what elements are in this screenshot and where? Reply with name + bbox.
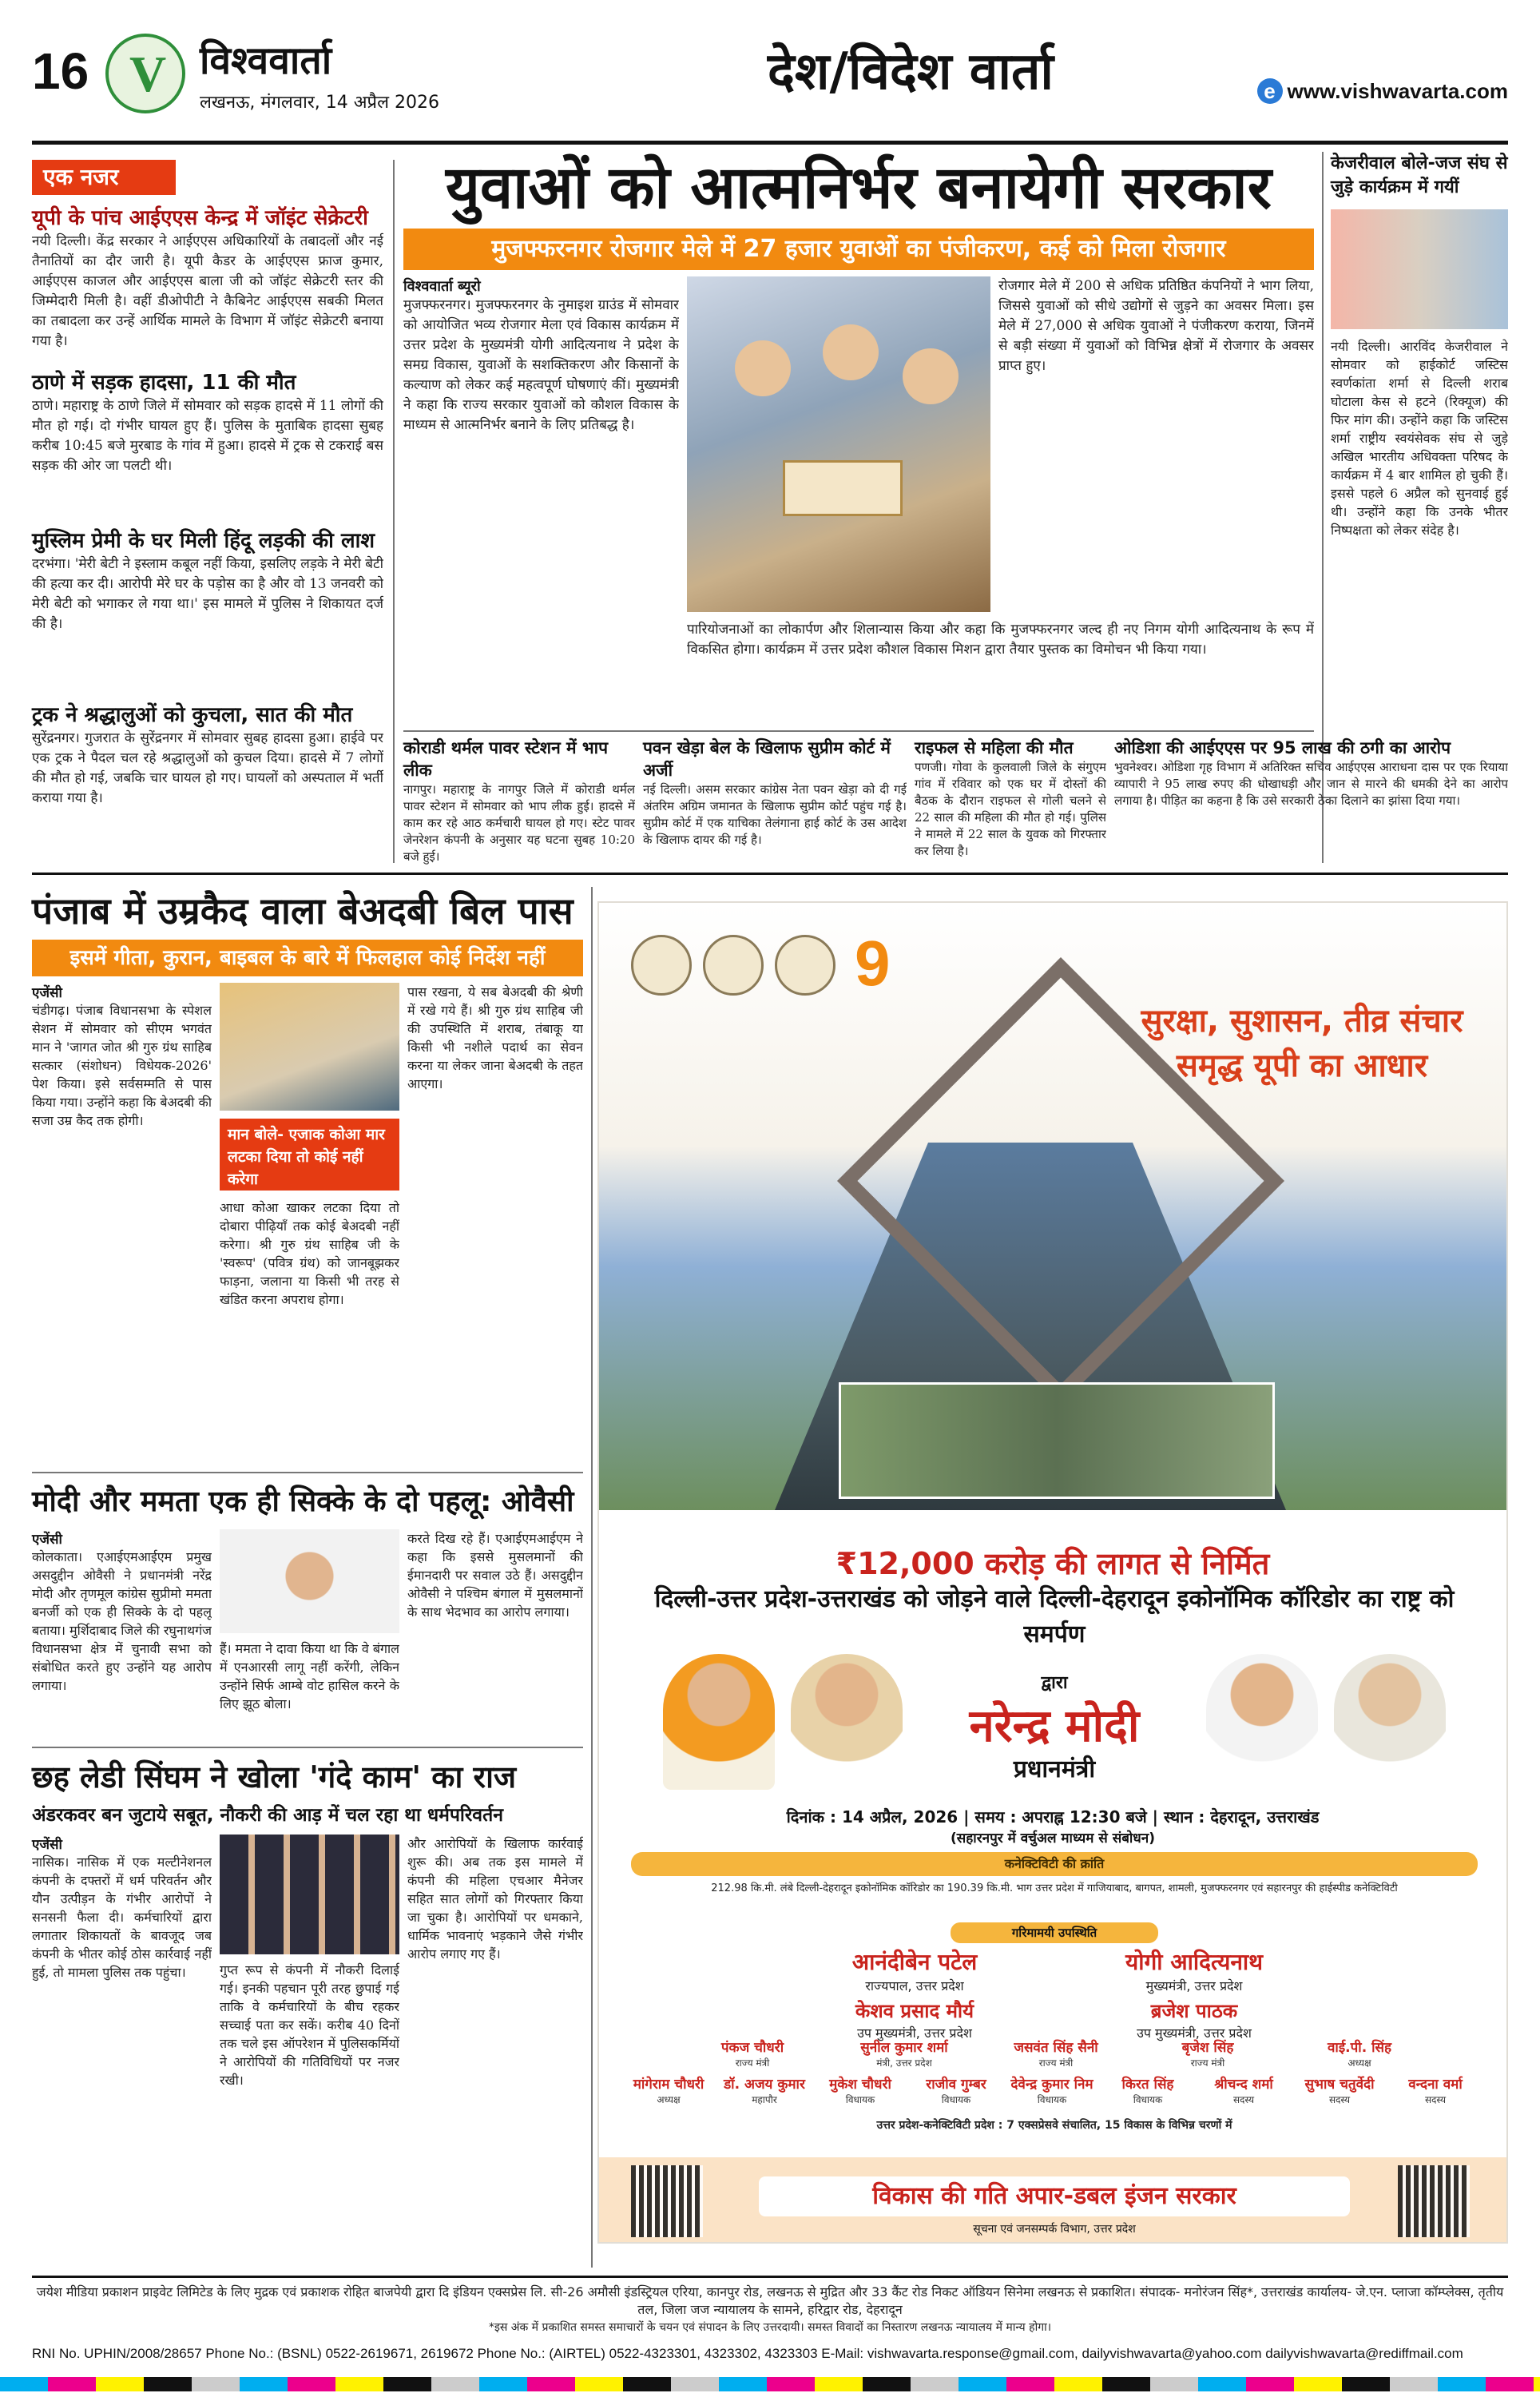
leader-portrait xyxy=(1206,1654,1318,1790)
dignitary-name: राजीव गुम्बर xyxy=(926,2077,986,2093)
event-details: दिनांक : 14 अप्रैल, 2026 | समय : अपराह्न 12:30 बजे | स्थान : देहरादून, उत्तराखंड xyxy=(786,1807,1320,1827)
virtual-note: (सहारनपुर में वर्चुअल माध्यम से संबोधन) xyxy=(951,1831,1155,1846)
dignitary xyxy=(1198,2074,1289,2106)
brief-body: नई दिल्ली। असम सरकार कांग्रेस नेता पवन खेड़ा को दी गई अंतरिम अग्रिम जमानत के खिलाफ सुप्रीम कोर्ट पहुंच गई है। सुप्रीम कोर्ट में एक याचिका तेलंगाना हाई कोर्ट के उस आदेश के खिलाफ दायर की गई है। xyxy=(643,782,907,847)
section-rule xyxy=(32,873,1508,875)
dignitary xyxy=(982,2037,1129,2069)
owaisi-col-1 xyxy=(32,1529,212,1737)
project-title: दिल्ली-उत्तर प्रदेश-उत्तराखंड को जोड़ने वाले दिल्ली-देहरादून इकोनॉमिक कॉरिडोर का राष्ट्र को समर्पण xyxy=(654,1585,1455,1648)
dignitary-role: महापौर xyxy=(752,2094,777,2105)
punjab-col-3 xyxy=(220,1199,399,1462)
article-text: पास रखना, ये सब बेअदबी की श्रेणी में रखे गये हैं। श्री गुरु ग्रंथ साहिब जी की उपस्थिति में शराब, तंबाकू या किसी भी नशीले पदार्थ का सेवन करना या लेकर जाना बेअदबी के तहत आएगा। xyxy=(407,984,583,1091)
article-text: मुजफ्फरनगर। मुजफ्फरनगर के नुमाइश ग्राउंड में सोमवार को आयोजित भव्य रोजगार मेला एवं विकास कार्यक्रम में उत्तर प्रदेश के मुख्यमंत्री योगी आदित्यनाथ ने प्रदेश के समग्र विकास, युवाओं के सशक्तिकरण और किसानों के कल्याण को लेकर कई महत्वपूर्ण घोषणाएं कीं। मुख्यमंत्री ने कहा कि राज्य सरकार युवाओं को कौशल विकास के माध्यम से आत्मनिर्भर बनाने के लिए प्रतिबद्ध है। xyxy=(403,297,679,433)
anniversary-mark: 9 xyxy=(855,928,891,999)
dignitary-name: श्रीचन्द शर्मा xyxy=(1214,2077,1273,2093)
dignitary-name: सुभाष चतुर्वेदी xyxy=(1304,2077,1375,2093)
ad-banner xyxy=(599,903,1506,1510)
row-divider xyxy=(32,1472,583,1473)
officers-photo xyxy=(220,1835,399,1954)
expressway-logo-icon xyxy=(775,935,835,996)
dignitary xyxy=(1102,2074,1193,2106)
owaisi-headline: मोदी और ममता एक ही सिक्के के दो पहलू: ओवैसी xyxy=(32,1485,574,1518)
dignitary xyxy=(911,2074,1002,2106)
punjab-col-2 xyxy=(407,983,583,1462)
vip-name xyxy=(1062,1998,1326,2041)
brief-body: नागपुर। महाराष्ट्र के नागपुर जिले में कोराडी थर्मल पावर स्टेशन में सोमवार को भाप लीक हुई। हादसे में काम कर रहे आठ कर्मचारी घायल हो गए। स्टेट पावर जेनरेशन कंपनी के अनुसार यह घटना सुबह 10:20 बजे हुई। xyxy=(403,782,635,864)
imprint-line: जयेश मीडिया प्रकाशन प्राइवेट लिमिटेड के लिए मुद्रक एवं प्रकाशक रोहित बाजपेयी द्वारा दि इंडियन एक्सप्रेस लि. सी-26 अमौसी इंडस्ट्रियल एरिया, कानपुर रोड, लखनऊ से मुद्रित और 33 कैंट रोड निकट ऑडियन सिनेमा लखनऊ से प्रकाशित। संपादक- मनोरंजन सिंह*, उत्तराखंड कार्यालय- जे.एन. प्लाजा कॉम्प्लेक्स, तृतीय तल, जिला जज न्यायालय के सामने, हरिद्वार रोड, देहरादून xyxy=(36,2284,1504,2317)
lead-strap: मुजफ्फरनगर रोजगार मेले में 27 हजार युवाओं का पंजीकरण, कई को मिला रोजगार xyxy=(403,229,1314,270)
article-text: चंडीगढ़। पंजाब विधानसभा के स्पेशल सेशन में सोमवार को सीएम भगवंत मान ने 'जागत जोत श्री गुरु ग्रंथ साहिब सत्कार (संशोधन) विधेयक-2026' पेश किया। इसे सर्वसम्मति से पास किया गया। उन्होंने कहा कि बेअदबी की सजा उम्र कैद तक होगी। xyxy=(32,1003,212,1128)
article-text: गुप्त रूप से कंपनी में नौकरी दिलाई गई। इनकी पहचान पूरी तरह छुपाई गई ताकि वे कर्मचारियों के बीच रहकर सच्चाई पता कर सकें। करीब 40 दिनों तक चले इस ऑपरेशन में पुलिसकर्मियों ने आरोपियों की गतिविधियों पर नजर रखी। xyxy=(220,1962,399,2088)
article-text: हैं। ममता ने दावा किया था कि वे बंगाल में एनआरसी लागू नहीं करेंगी, लेकिन उन्होंने सिर्फ आम्बे वोट हासिल करने के लिए झूठ बोला। xyxy=(220,1641,399,1711)
dignitary xyxy=(679,2037,826,2069)
brief-head: ट्रक ने श्रद्धालुओं को कुचला, सात की मौत xyxy=(32,703,353,727)
dignitary-role: राज्य मंत्री xyxy=(735,2057,770,2069)
vip-name-text: ब्रजेश पाठक xyxy=(1150,2000,1238,2022)
by-label: द्वारा xyxy=(1041,1673,1068,1693)
page-number: 16 xyxy=(32,42,89,100)
brief-head: यूपी के पांच आईएएस केन्द्र में जॉइंट सेक्रेटरी xyxy=(32,206,368,230)
byline: एजेंसी xyxy=(32,1532,62,1548)
qr-code-icon xyxy=(631,2165,703,2237)
brief-head: राइफल से महिला की मौत xyxy=(915,738,1074,757)
byline: एजेंसी xyxy=(32,985,62,1001)
owaisi-photo xyxy=(220,1529,399,1633)
chief-guest: नरेन्द्र मोदी xyxy=(969,1700,1140,1752)
header-rule xyxy=(32,141,1508,145)
ad-footer xyxy=(599,2157,1506,2244)
brief-body: पणजी। गोवा के कुलवाली जिले के संगुएम गांव में रविवार को एक घर में दोस्तों की बैठक के दौरान राइफल से गोली चलने से 22 साल की महिला की मौत हो गई। पुलिस ने मामले में 22 साल के युवक को गिरफ्तार कर लिया है। xyxy=(915,760,1106,858)
up-emblem-icon xyxy=(703,935,764,996)
dignitary-name: वन्दना वर्मा xyxy=(1408,2077,1463,2093)
dignitary xyxy=(1390,2074,1481,2106)
brief-head: ठाणे में सड़क हादसा, 11 की मौत xyxy=(32,371,296,395)
brief-item xyxy=(32,527,383,695)
article-text: नासिक। नासिक में एक मल्टीनेशनल कंपनी के दफ्तरों में धर्म परिवर्तन और यौन उत्पीड़न के गंभीर आरोपों ने सनसनी फैला दी। कर्मचारियों द्वारा लगातार शिकायतों के बावजूद जब कंपनी के भीतर कोई ठोस कार्रवाई नहीं हुई, तो मामला पुलिस तक पहुंचा। xyxy=(32,1854,212,1980)
connectivity-band: कनेक्टिविटी की क्रांति xyxy=(631,1852,1478,1876)
dignitary xyxy=(623,2074,714,2106)
singham-col-1 xyxy=(32,1835,212,2266)
lead-photo xyxy=(687,276,990,612)
ek-nazar-label: एक नजर xyxy=(32,160,176,195)
byline: विश्ववार्ता ब्यूरो xyxy=(403,278,481,295)
leader-portrait xyxy=(791,1654,903,1790)
government-advertisement xyxy=(597,901,1508,2244)
kejriwal-photo xyxy=(1331,209,1508,329)
owaisi-col-3 xyxy=(407,1529,583,1737)
lead-headline: युवाओं को आत्मनिर्भर बनायेगी सरकार xyxy=(446,153,1272,222)
brief-story xyxy=(403,737,635,865)
article-text: नयी दिल्ली। आरविंद केजरीवाल ने सोमवार को हाईकोर्ट जस्टिस स्वर्णकांता शर्मा से दिल्ली शराब घोटाला केस से हटने (रिक्यूज) की फिर मांग की। उन्होंने कहा कि जस्टिस शर्मा राष्ट्रीय स्वयंसेवक संघ से जुड़े अखिल भारतीय अधिवक्ता परिषद के कार्यक्रम में 4 बार शामिल हो चुकी हैं। इससे पहले 6 अप्रैल को सुनवाई हुई थी। उन्होंने कहा कि उनके भीतर निष्पक्षता को लेकर संदेह है। xyxy=(1331,339,1508,538)
vip-name-text: केशव प्रसाद मौर्य xyxy=(855,2000,974,2022)
brief-story xyxy=(1114,737,1508,865)
row-divider xyxy=(403,730,1314,732)
person-face xyxy=(903,348,959,404)
brief-body: सुरेंद्रनगर। गुजरात के सुरेंद्रनगर में सोमवार सुबह हादसा हुआ। हाईवे पर एक ट्रक ने पैदल चल रहे श्रद्धालुओं को कुचल दिया। हादसे में 7 लोगों की मौत हो गई, जबकि चार घायल हो गए। घायलों को अस्पताल में भर्ती कराया गया है। xyxy=(32,730,383,806)
dignitary-role: विधायक xyxy=(941,2094,971,2105)
dignitary-role: अध्यक्ष xyxy=(1348,2057,1371,2069)
brief-item xyxy=(32,702,383,861)
dignitary xyxy=(1294,2074,1385,2106)
dignitary xyxy=(1286,2037,1433,2069)
dignitary xyxy=(1006,2074,1097,2106)
dignitary-name: मांगेराम चौधरी xyxy=(633,2077,705,2093)
article-text: और आरोपियों के खिलाफ कार्रवाई शुरू की। अब तक इस मामले में कंपनी की महिला एचआर मैनेजर सहित सात लोगों को गिरफ्तार किया जा चुका है। आरोपियों पर धमकाने, धार्मिक भावनाएं भड़काने जैसे गंभीर आरोप लगाए गए हैं। xyxy=(407,1836,583,1962)
imprint-note: *इस अंक में प्रकाशित समस्त समाचारों के चयन एवं संपादन के लिए उत्तरदायी। समस्त विवादों का निस्तारण लखनऊ न्यायालय में मान्य होगा। xyxy=(488,2321,1052,2334)
dignitary-role: मंत्री, उत्तर प्रदेश xyxy=(876,2057,932,2069)
article-text: करते दिख रहे हैं। एआईएमआईएम ने कहा कि इससे मुसलमानों की ईमानदारी पर सवाल उठे हैं। असदुद्दीन ओवैसी ने पश्चिम बंगाल में मुसलमानों के साथ भेदभाव का आरोप लगाया। xyxy=(407,1531,583,1620)
section-title: देश/विदेश वार्ता xyxy=(767,42,1054,101)
tunnel-photo-strip xyxy=(839,1382,1275,1499)
vip-role: राज्यपाल, उत्तर प्रदेश xyxy=(865,1978,964,1994)
brief-story xyxy=(643,737,907,865)
chief-guest-title: प्रधानमंत्री xyxy=(1013,1755,1096,1783)
connectivity-text: 212.98 कि.मी. लंबे दिल्ली-देहरादून इकोनॉमिक कॉरिडोर का 190.39 कि.मी. भाग उत्तर प्रदेश में गाजियाबाद, बागपत, शामली, मुजफ्फरनगर एवं सहारनपुर की हाईस्पीड कनेक्टिविटी xyxy=(711,1882,1398,1894)
vip-name xyxy=(783,1998,1046,2041)
vip-role: उप मुख्यमंत्री, उत्तर प्रदेश xyxy=(857,2025,972,2041)
dignitary-role: सदस्य xyxy=(1424,2094,1447,2105)
brief-body: नयी दिल्ली। केंद्र सरकार ने आईएएस अधिकारियों के तबादलों और नई तैनातियों का दौर जारी है। यूपी कैडर के आईएएस फ्राज कुमार, आईएएस काजल और आईएएस बाला जी को जॉइंट सेक्रेटरी स्तर की जिम्मेदारी मिली है। वहीं डीओपीटी ने कैबिनेट आईएएस सबकी मिलत का तबादला कर उन्हें आर्थिक मामले के विभाग में जॉइंट सेक्रेटरी बनाया गया है। xyxy=(32,233,383,349)
pull-quote: मान बोले- एजाक कोआ मार लटका दिया तो कोई नहीं करेगा xyxy=(220,1119,399,1191)
lead-col-3 xyxy=(687,620,1314,724)
article-text: रोजगार मेले में 200 से अधिक प्रतिष्ठित कंपनियों ने भाग लिया, जिससे युवाओं को सीधे उद्योगों से जुड़ने का अवसर मिला। इस मेले में 27,000 से अधिक युवाओं ने पंजीकरण कराया, जिनमें से बड़ी संख्या में युवाओं को विभिन्न क्षेत्रों में रोजगार के अवसर प्राप्त हुए। xyxy=(998,278,1314,374)
dignitary xyxy=(815,2074,906,2106)
dignitary-name: डॉ. अजय कुमार xyxy=(724,2077,805,2093)
column-divider xyxy=(591,887,593,2268)
dignitary-name: किरत सिंह xyxy=(1121,2077,1174,2093)
column-divider xyxy=(393,160,395,863)
person-face xyxy=(823,324,879,380)
dignitary-role: अध्यक्ष xyxy=(657,2094,681,2105)
dignitary-name: देवेन्द्र कुमार निम xyxy=(1010,2077,1093,2093)
footer-rule xyxy=(32,2276,1508,2278)
punjab-strap: इसमें गीता, कुरान, बाइबल के बारे में फिलहाल कोई निर्देश नहीं xyxy=(32,940,583,976)
ek-nazar-column xyxy=(32,160,383,863)
brand-name: विश्ववार्ता xyxy=(200,38,332,83)
dignitary xyxy=(719,2074,810,2106)
dateline: लखनऊ, मंगलवार, 14 अप्रैल 2026 xyxy=(200,93,439,113)
leader-portrait xyxy=(663,1654,775,1790)
dignitary xyxy=(1134,2037,1281,2069)
globe-icon: e xyxy=(1257,78,1283,104)
brief-item xyxy=(32,369,383,521)
ad-department: सूचना एवं जनसम्पर्क विभाग, उत्तर प्रदेश xyxy=(973,2223,1136,2236)
ad-bottom-text: उत्तर प्रदेश-कनेक्टिविटी प्रदेश : 7 एक्सप्रेसवे संचालित, 15 विकास के विभिन्न चरणों में xyxy=(876,2119,1232,2132)
brief-head: ओडिशा की आईएएस पर 95 लाख की ठगी का आरोप xyxy=(1114,738,1451,757)
dignitary-role: विधायक xyxy=(1133,2094,1163,2105)
lead-col-2 xyxy=(998,276,1314,612)
masthead xyxy=(32,29,1508,141)
row-divider xyxy=(32,1747,583,1748)
vip-name xyxy=(1062,1946,1326,1994)
emblem-icon xyxy=(631,935,692,996)
cm-photo xyxy=(220,983,399,1111)
vip-name-text: योगी आदित्यनाथ xyxy=(1125,1949,1264,1975)
vip-name-text: आनंदीबेन पटेल xyxy=(851,1949,978,1975)
dignitary-name: पंकज चौधरी xyxy=(720,2040,784,2056)
pm-portrait xyxy=(1334,1654,1446,1790)
singham-col-3 xyxy=(407,1835,583,2266)
ad-tagline: विकास की गति अपार-डबल इंजन सरकार xyxy=(759,2176,1350,2216)
dignitary-role: सदस्य xyxy=(1328,2094,1351,2105)
qr-code-icon xyxy=(1398,2165,1470,2237)
article-text: कोलकाता। एआईएमआईएम प्रमुख असदुद्दीन ओवैसी ने प्रधानमंत्री नरेंद्र मोदी और तृणमूल कांग्रेस सुप्रीमो ममता बनर्जी को एक ही सिक्के के दो पहलू बताया। मुर्शिदाबाद जिले की रघुनाथगंज विधानसभा क्षेत्र में चुनावी सभा को संबोधित करते हुए उन्होंने यह आरोप लगाया। xyxy=(32,1549,212,1693)
website[interactable] xyxy=(1230,75,1508,107)
article-text: आधा कोआ खाकर लटका दिया तो दोबारा पीढ़ियाँ तक कोई बेअदबी नहीं करेगा। श्री गुरु ग्रंथ साहिब जी के 'स्वरूप' (पवित्र ग्रंथ) को जानबूझकर फाड़ना, जलाना या किसी भी तरह से खंडित करना अपराध होगा। xyxy=(220,1200,399,1307)
brief-head: कोराडी थर्मल पावर स्टेशन में भाप लीक xyxy=(403,738,609,780)
dignitary-role: राज्य मंत्री xyxy=(1190,2057,1225,2069)
print-color-bar xyxy=(0,2377,1540,2391)
presented-certificate xyxy=(783,460,903,516)
dignitary-role: विधायक xyxy=(845,2094,875,2105)
dignitary-name: मुकेश चौधरी xyxy=(829,2077,891,2093)
singham-strap: अंडरकवर बन जुटाये सबूत, नौकरी की आड़ में चल रहा था धर्मपरिवर्तन xyxy=(32,1805,503,1826)
kejriwal-headline: केजरीवाल बोले-जज संघ से जुड़े कार्यक्रम में गयीं xyxy=(1331,153,1508,197)
brief-body: भुवनेश्वर। ओडिशा गृह विभाग में अतिरिक्त सचिव आईएएस आराधना दास पर एक रियाया व्यापारी ने 95 लाख रुपए की धोखाधड़ी और जान से मारने की धमकी देने का आरोप लगाया है। पीड़ित का कहना है कि उसे सरकारी ठेका दिलाने का झांसा दिया गया। xyxy=(1114,760,1508,808)
brief-head: पवन खेड़ा बेल के खिलाफ सुप्रीम कोर्ट में अर्जी xyxy=(643,738,891,780)
dignitary-name: जसवंत सिंह सैनी xyxy=(1014,2040,1098,2056)
website-url: www.vishwavarta.com xyxy=(1287,79,1508,103)
byline: एजेंसी xyxy=(32,1837,62,1853)
gracious-presence: गरिमामयी उपस्थिति xyxy=(951,1922,1158,1943)
vip-role: मुख्यमंत्री, उत्तर प्रदेश xyxy=(1145,1978,1243,1994)
brief-head: मुस्लिम प्रेमी के घर मिली हिंदू लड़की की लाश xyxy=(32,529,375,553)
brief-body: दरभंगा। 'मेरी बेटी ने इस्लाम कबूल नहीं किया, इसलिए लड़के ने मेरी बेटी की हत्या कर दी। आरोपी मेरे घर के पड़ोस का है और वो 13 जनवरी को मेरी बेटी को भगाकर ले गया था।' इस मामले में पुलिस ने शिकायत दर्ज की है। xyxy=(32,556,383,632)
project-cost: ₹12,000 करोड़ की लागत से निर्मित xyxy=(835,1546,1270,1581)
rni-contact: RNI No. UPHIN/2008/28657 Phone No.: (BSNL) 0522-2619671, 2619672 Phone No.: (AIRTEL) 0522-4323301, 4323302, 4323303 E-Mail: vishwavarta.response@gmail.com, dailyvishwavarta@yahoo.com dailyvishwavarta@rediffmail.com xyxy=(32,2346,1463,2361)
dignitary-name: बृजेश सिंह xyxy=(1181,2040,1234,2056)
vip-name xyxy=(783,1946,1046,1994)
ad-slogan: सुरक्षा, सुशासन, तीव्र संचार समृद्ध यूपी का आधार xyxy=(1141,1003,1463,1084)
punjab-col-1 xyxy=(32,983,212,1462)
singham-headline: छह लेडी सिंघम ने खोला 'गंदे काम' का राज xyxy=(32,1759,517,1795)
brief-item xyxy=(32,205,383,364)
logo-letter: V xyxy=(129,46,167,102)
article-text: पारियोजनाओं का लोकार्पण और शिलान्यास किया और कहा कि मुजफ्फरनगर जल्द ही नए निगम योगी आदित्यनाथ के रूप में विकसित होगा। कार्यक्रम में उत्तर प्रदेश कौशल विकास मिशन द्वारा तैयार पुस्तक का विमोचन भी किया गया। xyxy=(687,622,1314,658)
brand-logo xyxy=(105,34,185,113)
brief-body: ठाणे। महाराष्ट्र के ठाणे जिले में सोमवार को सड़क हादसे में 11 लोगों की मौत हो गई। दो गंभीर घायल हुए हैं। पुलिस के मुताबिक हादसा सुबह करीब 10:45 बजे मुरबाड के गांव में हुआ। हादसे में ट्रक से टकराई बस सड़क की ओर जा पलटी थी। xyxy=(32,398,383,474)
person-face xyxy=(735,340,791,396)
dignitary-name: सुनील कुमार शर्मा xyxy=(860,2040,948,2056)
owaisi-col-2 xyxy=(220,1640,399,1737)
dignitary-name: वाई.पी. सिंह xyxy=(1327,2040,1392,2056)
singham-col-2 xyxy=(220,1961,399,2266)
lead-col-1 xyxy=(403,276,679,724)
dignitary-role: सदस्य xyxy=(1232,2094,1255,2105)
punjab-headline: पंजाब में उम्रकैद वाला बेअदबी बिल पास xyxy=(32,889,574,932)
imprint xyxy=(32,2284,1508,2336)
dignitary-role: विधायक xyxy=(1037,2094,1067,2105)
dignitary xyxy=(831,2037,978,2069)
dignitary-role: राज्य मंत्री xyxy=(1038,2057,1074,2069)
brief-story xyxy=(915,737,1106,865)
vip-role: उप मुख्यमंत्री, उत्तर प्रदेश xyxy=(1137,2025,1252,2041)
